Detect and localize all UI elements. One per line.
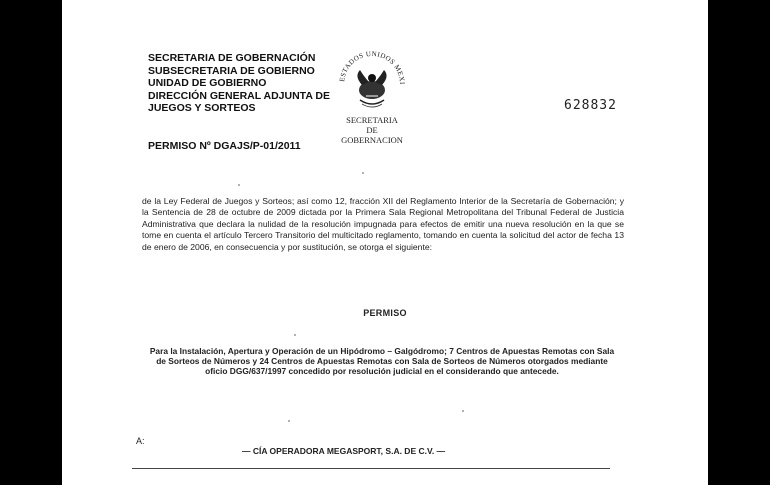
authority-line: SECRETARIA DE GOBERNACIÓN — [148, 52, 316, 64]
seal-caption-line: GOBERNACION — [341, 135, 403, 145]
scan-speck — [288, 420, 290, 422]
authority-line: DIRECCIÓN GENERAL ADJUNTA DE — [148, 89, 331, 102]
body-paragraph-text: de la Ley Federal de Juegos y Sorteos; así como 12, fracción XII del Reglamento Interior de la Secretaría de Gobernación; y la Sentencia de 28 de octubre de 2009 dictada por la Primera Sala Regional Metropolitana del Tribunal Federal de Justicia Administrativa que declara la nulidad de la resolución impugnada para efectos de emitir una nueva resolución en la que se tome en cuenta el artículo Tercero Transitorio del multicitado reglamento, tomando en cuenta la solicitud del actor de fecha 13 de enero de 2006, en consecuencia y por sustitución, se otorga el siguiente: — [142, 196, 624, 252]
issuing-authority — [148, 52, 330, 115]
seal-ring-text: ESTADOS UNIDOS MEXI — [338, 49, 407, 85]
scan-speck — [294, 334, 296, 336]
divider-line — [132, 468, 610, 469]
authority-line: JUEGOS Y SORTEOS — [148, 102, 256, 115]
body-paragraph — [142, 196, 624, 253]
seal-caption-line: DE — [366, 125, 378, 135]
permit-description: Para la Instalación, Apertura y Operación de un Hipódromo – Galgódromo; 7 Centros de Apuestas Remotas con Sala de Sorteos de Números y 24 Centros de Apuestas Remotas con Sala de Sorteos de Números otorgados mediante oficio DGG/637/1997 concedido por resolución judicial en el considerando que antecede. — [149, 346, 615, 377]
scan-speck — [462, 410, 464, 412]
section-title: PERMISO — [363, 308, 407, 318]
authority-line: SUBSECRETARIA DE GOBIERNO — [148, 64, 315, 77]
permit-number: PERMISO Nº DGAJS/P-01/2011 — [148, 140, 301, 152]
eagle-seal-icon — [332, 40, 412, 120]
document-page — [62, 0, 708, 485]
document-number: 628832 — [564, 98, 617, 113]
scan-speck — [362, 172, 364, 174]
government-seal — [332, 40, 412, 150]
recipient-name: — CÍA OPERADORA MEGASPORT, S.A. DE C.V. — — [242, 446, 446, 456]
scan-speck — [238, 184, 240, 186]
authority-line: UNIDAD DE GOBIERNO — [148, 77, 267, 90]
recipient-label: A: — [136, 436, 145, 446]
seal-caption-line: SECRETARIA — [346, 115, 398, 125]
